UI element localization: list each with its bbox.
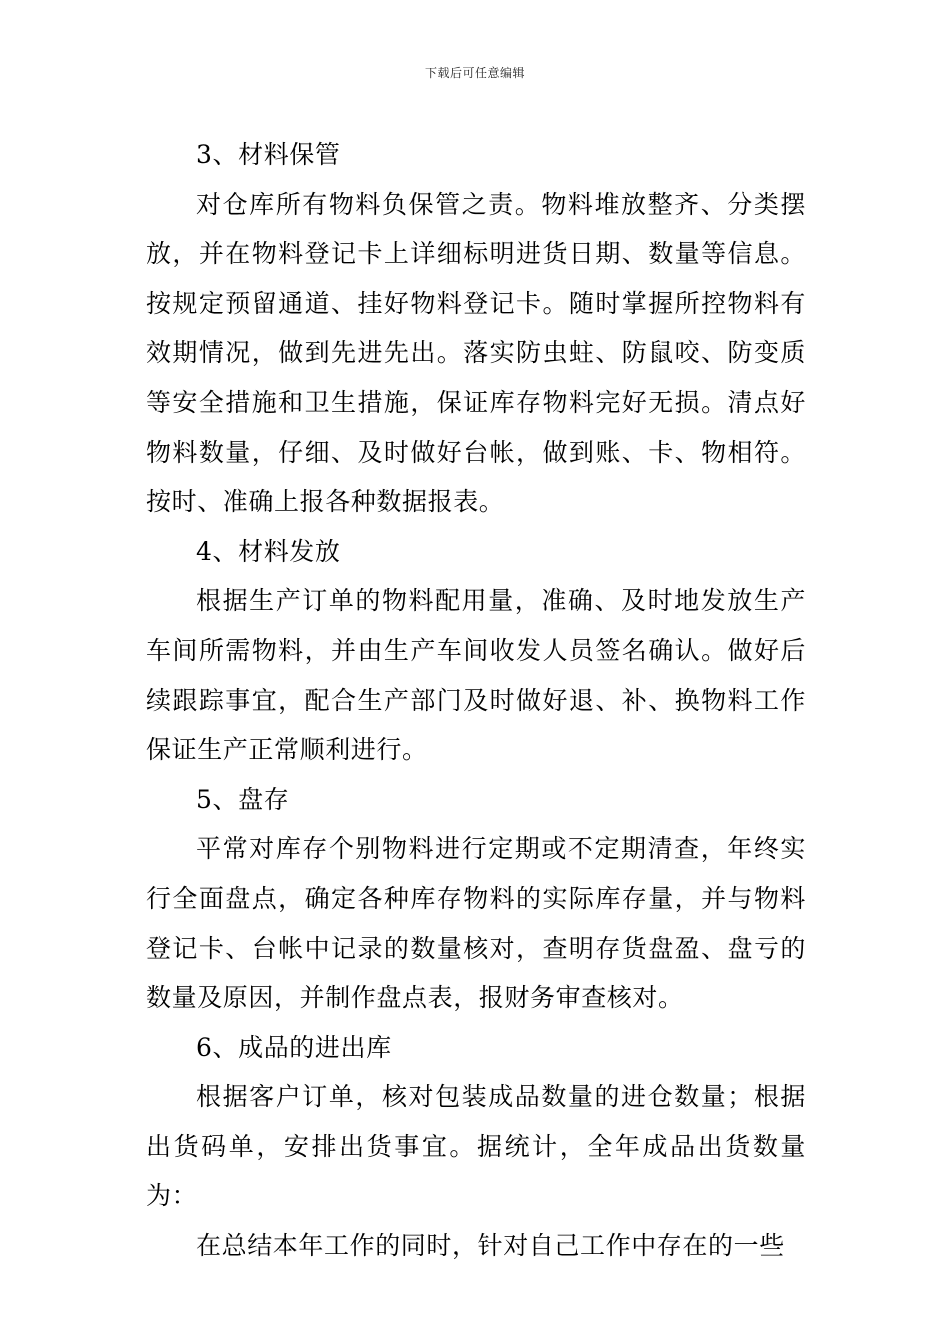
- section-heading-4: 4、材料发放: [196, 536, 341, 566]
- section-paragraph-6: 根据客户订单，核对包装成品数量的进仓数量；根据出货码单，安排出货事宜。据统计，全年成品出货数量为：: [146, 1082, 806, 1211]
- closing-paragraph: 在总结本年工作的同时，针对自己工作中存在的一些: [196, 1231, 785, 1261]
- document-body: [146, 130, 806, 1271]
- section-heading-6: 6、成品的进出库: [196, 1032, 392, 1062]
- section-paragraph-5: 平常对库存个别物料进行定期或不定期清查，年终实行全面盘点，确定各种库存物料的实际库存量，并与物料登记卡、台帐中记录的数量核对，查明存货盘盈、盘亏的数量及原因，并制作盘点表，报财务审查核对。: [146, 834, 806, 1013]
- section-paragraph-3: 对仓库所有物料负保管之责。物料堆放整齐、分类摆放，并在物料登记卡上详细标明进货日期、数量等信息。按规定预留通道、挂好物料登记卡。随时掌握所控物料有效期情况，做到先进先出。落实防虫蛀、防鼠咬、防变质等安全措施和卫生措施，保证库存物料完好无损。清点好物料数量，仔细、及时做好台帐，做到账、卡、物相符。按时、准确上报各种数据报表。: [146, 189, 806, 517]
- section-heading-5: 5、盘存: [196, 784, 290, 814]
- section-heading-3: 3、材料保管: [196, 140, 341, 169]
- section-paragraph-4: 根据生产订单的物料配用量，准确、及时地发放生产车间所需物料，并由生产车间收发人员签名确认。做好后续跟踪事宜，配合生产部门及时做好退、补、换物料工作保证生产正常顺利进行。: [146, 586, 806, 765]
- page-header-note: 下载后可任意编辑: [424, 66, 525, 80]
